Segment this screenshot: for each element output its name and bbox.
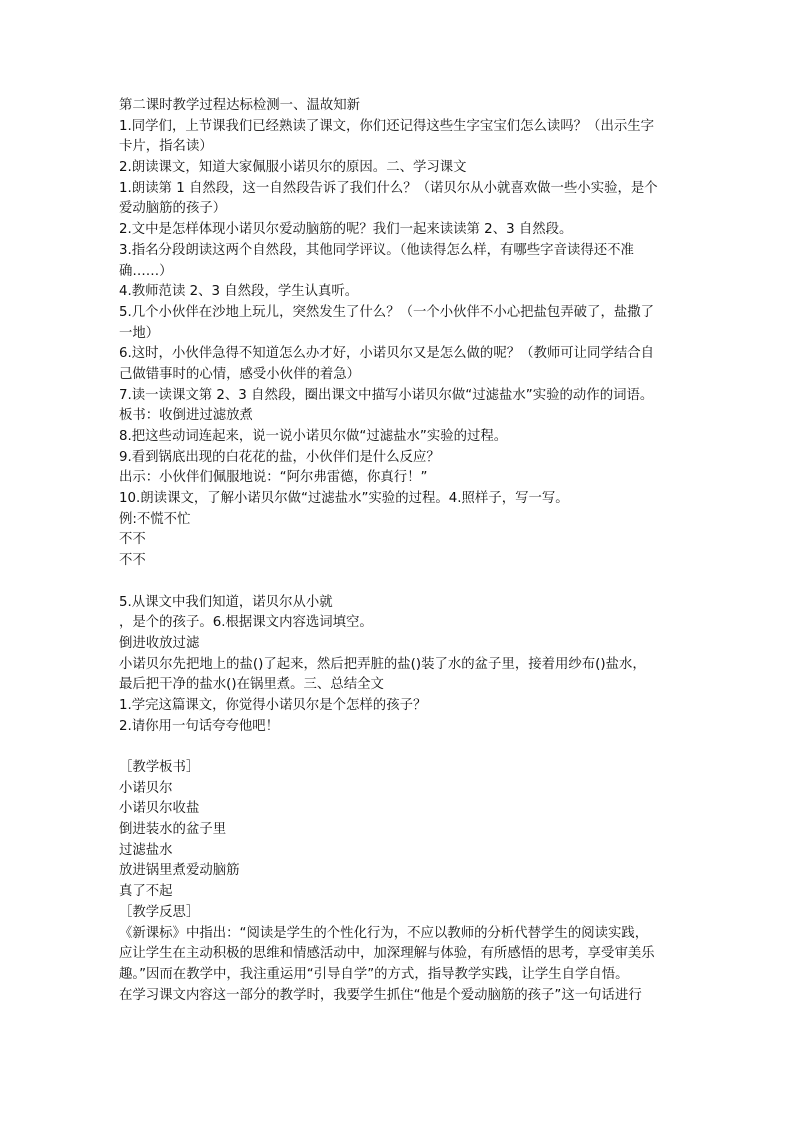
text-line: 小诺贝尔收盐 — [119, 801, 200, 817]
text-line: 2.朗读课文，知道大家佩服小诺贝尔的原因。二、学习课文 — [119, 160, 467, 176]
text-line: 在学习课文内容这一部分的教学时，我要学生抓住“他是个爱动脑筋的孩子”这一句话进行 — [119, 987, 642, 1003]
text-line: 真了不起 — [119, 884, 173, 900]
blank-line — [119, 572, 679, 593]
text-line: 不不 — [119, 532, 146, 548]
blank-line — [119, 737, 679, 758]
text-line: 6.这时，小伙伴急得不知道怎么办才好，小诺贝尔又是怎么做的呢？（教师可让同学结合自 — [119, 346, 655, 362]
text-line: 倒进收放过滤 — [119, 635, 200, 651]
text-line: 8.把这些动词连起来，说一说小诺贝尔做“过滤盐水”实验的过程。 — [119, 429, 508, 444]
text-line: 一地） — [119, 325, 160, 341]
text-line: 1.同学们，上节课我们已经熟读了课文，你们还记得这些生字宝宝们怎么读吗？（出示生字 — [119, 118, 655, 134]
text-line: 趣。”因而在教学中，我注重运用“引导自学”的方式，指导教学实践，让学生自学自悟。 — [119, 966, 629, 982]
text-line: 1.学完这篇课文，你觉得小诺贝尔是个怎样的孩子？ — [119, 697, 427, 713]
text-line: 7.读一读课文第 2、3 自然段，圈出课文中描写小诺贝尔做“过滤盐水”实验的动作的词语。 — [119, 387, 654, 403]
document-body — [119, 96, 679, 1006]
text-line: 不不 — [119, 553, 146, 569]
text-line: 确……） — [119, 263, 173, 279]
text-line: 板书：收倒进过滤放煮 — [119, 408, 253, 424]
text-line: ［教学反思］ — [119, 904, 200, 920]
text-line: 倒进装水的盆子里 — [119, 822, 227, 838]
text-line: 卡片，指名读） — [119, 139, 213, 155]
text-line: 3.指名分段朗读这两个自然段，其他同学评议。（他读得怎么样，有哪些字音读得还不准 — [119, 242, 634, 258]
text-line: 5.从课文中我们知道，诺贝尔从小就 — [119, 594, 333, 610]
text-line: 第二课时教学过程达标检测一、温故知新 — [119, 98, 361, 113]
text-line: 例:不慌不忙 — [119, 511, 191, 527]
text-line: 2.请你用一句话夸夸他吧！ — [119, 718, 280, 734]
text-line: 1.朗读第 1 自然段，这一自然段告诉了我们什么？（诺贝尔从小就喜欢做一些小实验，是个 — [119, 180, 658, 196]
text-line: ，是个的孩子。6.根据课文内容选词填空。 — [119, 615, 373, 631]
text-line: 《新课标》中指出：“阅读是学生的个性化行为，不应以教师的分析代替学生的阅读实践， — [119, 925, 649, 941]
text-line: 9.看到锅底出现的白花花的盐，小伙伴们是什么反应？ — [119, 449, 440, 465]
text-line: 应让学生在主动积极的思维和情感活动中，加深理解与体验，有所感悟的思考，享受审美乐 — [119, 946, 655, 962]
text-line: 2.文中是怎样体现小诺贝尔爱动脑筋的呢？我们一起来读读第 2、3 自然段。 — [119, 222, 573, 238]
text-line: 5.几个小伙伴在沙地上玩儿，突然发生了什么？（一个小伙伴不小心把盐包弄破了，盐撒了 — [119, 304, 655, 320]
text-line: ［教学板书］ — [119, 760, 200, 775]
text-line: 出示：小伙伴们佩服地说：“阿尔弗雷德，你真行！” — [119, 470, 428, 486]
text-line: 己做错事时的心情，感受小伙伴的着急） — [119, 366, 361, 382]
text-line: 放进锅里煮爱动脑筋 — [119, 863, 240, 879]
text-line: 过滤盐水 — [119, 842, 173, 858]
text-line: 爱动脑筋的孩子） — [119, 201, 227, 217]
text-line: 小诺贝尔 — [119, 780, 173, 796]
text-line: 10.朗读课文，了解小诺贝尔做“过滤盐水”实验的过程。4.照样子，写一写。 — [119, 491, 569, 507]
text-line: 4.教师范读 2、3 自然段，学生认真听。 — [119, 284, 359, 300]
text-line: 小诺贝尔先把地上的盐()了起来，然后把弄脏的盐()装了水的盆子里，接着用纱布()盐水， — [119, 656, 646, 672]
text-line: 最后把干净的盐水()在锅里煮。三、总结全文 — [119, 677, 384, 693]
